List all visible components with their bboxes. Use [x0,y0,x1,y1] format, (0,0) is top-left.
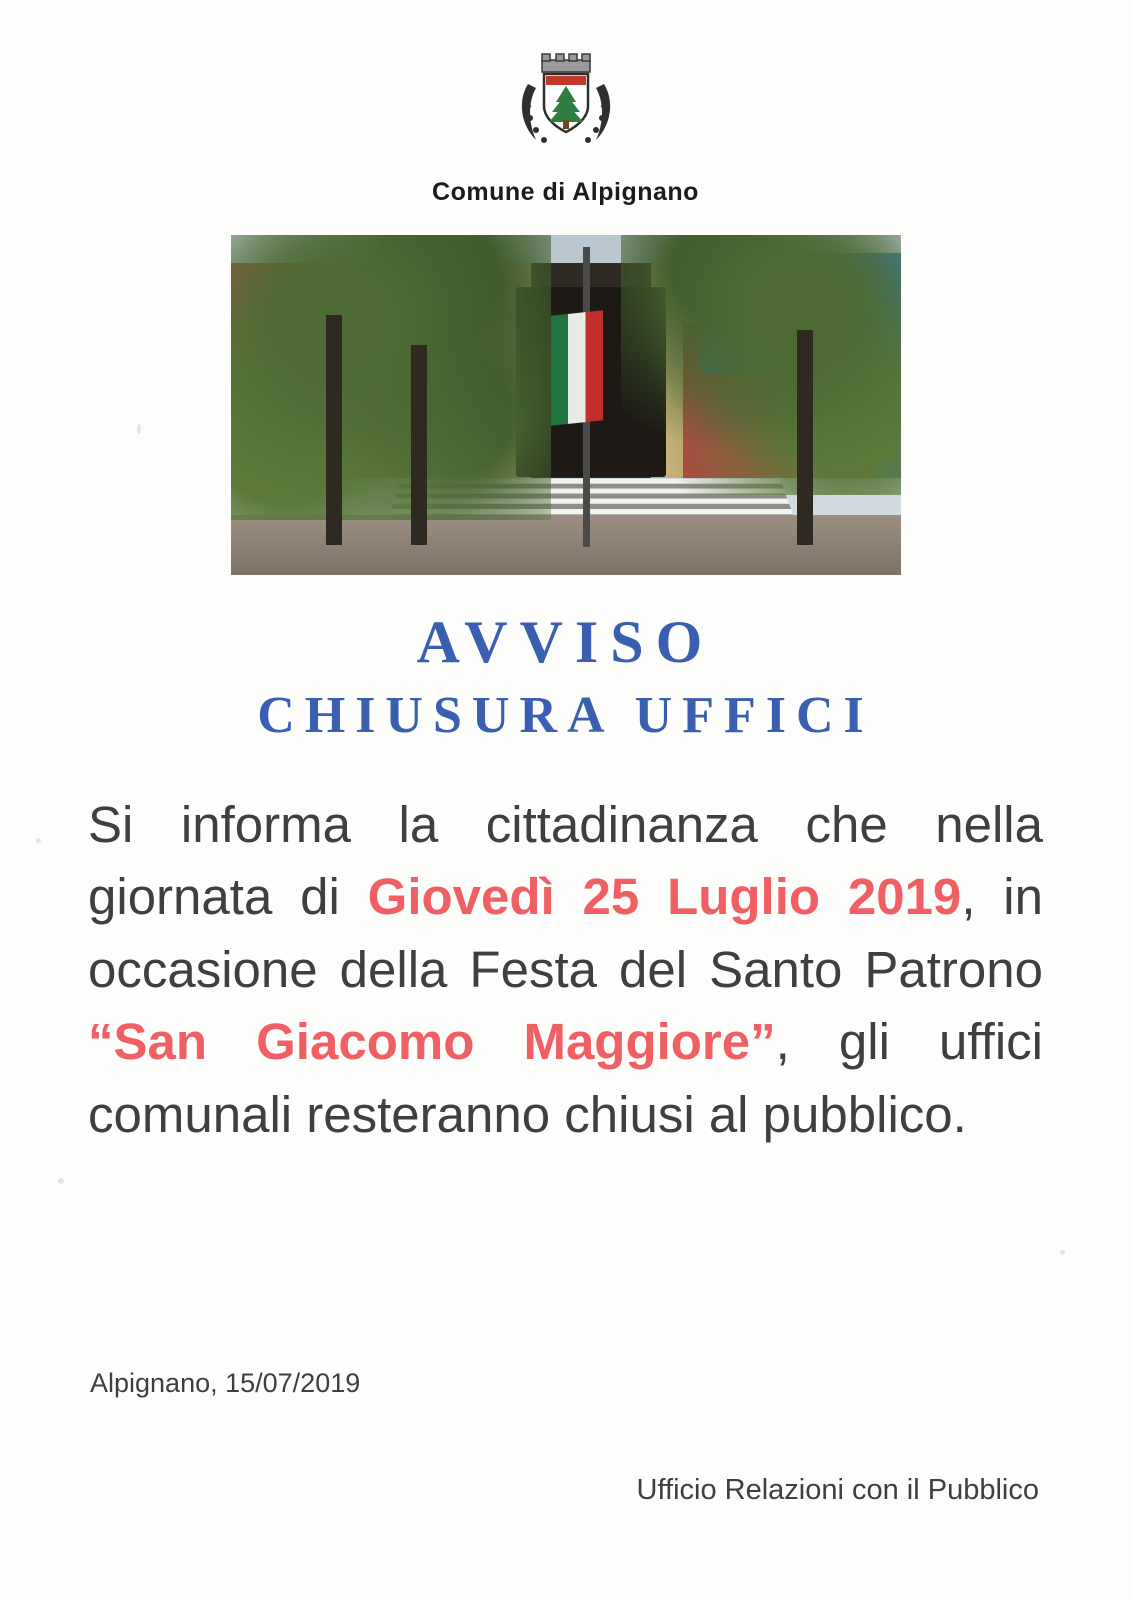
coat-of-arms-icon [506,48,626,168]
notice-text-part1: Si informa la cittadinanza che nella giornata di [88,796,1043,926]
notice-title-block [0,611,1131,745]
notice-text-part3: , gli uffici comunali resteranno chiusi al pubblico. [88,1013,1043,1143]
scan-speck [137,424,141,434]
municipality-name: Comune di Alpignano [432,178,699,206]
notice-date-highlight: Giovedì 25 Luglio 2019 [367,868,962,926]
photo-tree-left [231,235,551,520]
italian-flag-icon [551,310,603,425]
notice-patron-highlight: “San Giacomo Maggiore” [88,1013,776,1071]
photo-tree-trunk [797,330,813,545]
issuing-office: Ufficio Relazioni con il Pubblico [636,1474,1039,1506]
document-header [0,0,1131,207]
scan-speck [36,838,41,843]
page-title: AVVISO [416,609,715,675]
town-hall-entrance-photo [231,235,901,575]
scan-speck [58,1178,64,1184]
page-subtitle: CHIUSURA UFFICI [257,687,874,744]
notice-body [88,789,1043,1151]
place-and-date: Alpignano, 15/07/2019 [90,1368,361,1398]
photo-tree-trunk [326,315,342,545]
photo-tree-right [621,235,901,495]
notice-text-part2: , in occasione della Festa del Santo Patrono [88,868,1043,998]
scan-speck [1060,1250,1065,1255]
photo-tree-trunk [411,345,427,545]
